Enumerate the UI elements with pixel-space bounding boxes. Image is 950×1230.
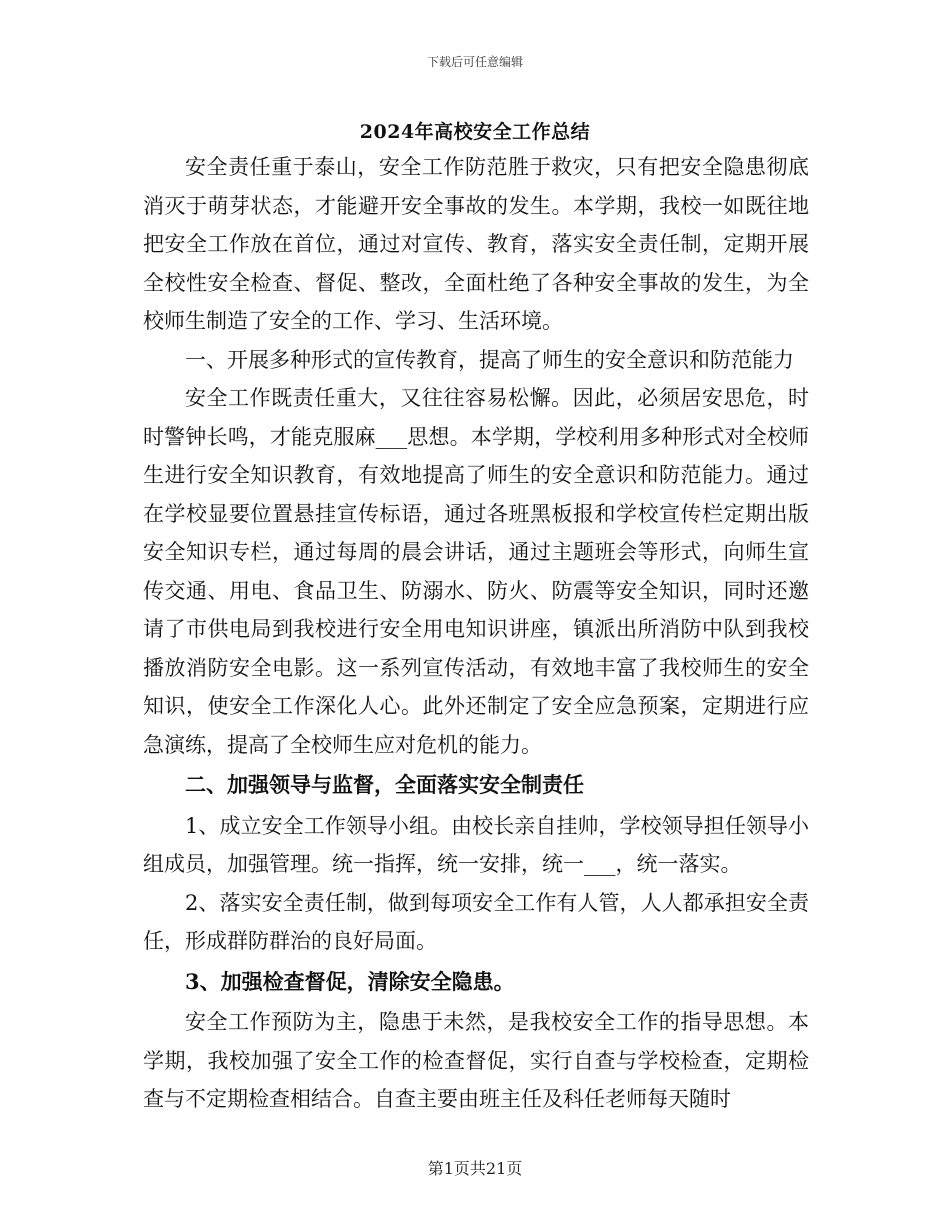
section-2-heading: 二、加强领导与监督，全面落实安全制责任: [185, 772, 584, 797]
page-header-note: 下载后可任意编辑: [426, 55, 523, 69]
document-body: [143, 148, 809, 1119]
paragraph-item-2: 2、落实安全责任制，做到每项安全工作有人管，人人都承担安全责任，形成群防群治的良好局面。: [143, 890, 809, 953]
paragraph-intro: 安全责任重于泰山，安全工作防范胜于救灾，只有把安全隐患彻底消灭于萌芽状态，才能避开安全事故的发生。本学期，我校一如既往地把安全工作放在首位，通过对宣传、教育，落实安全责任制，定期开展全校性安全检查、督促、整改，全面杜绝了各种安全事故的发生，为全校师生制造了安全的工作、学习、生活环境。: [143, 155, 809, 333]
paragraph-section-1-body: 安全工作既责任重大，又往往容易松懈。因此，必须居安思危，时时警钟长鸣，才能克服麻___思想。本学期，学校利用多种形式对全校师生进行安全知识教育，有效地提高了师生的安全意识和防范能力。通过在学校显要位置悬挂宣传标语，通过各班黑板报和学校宣传栏定期出版安全知识专栏，通过每周的晨会讲话，通过主题班会等形式，向师生宣传交通、用电、食品卫生、防溺水、防火、防震等安全知识，同时还邀请了市供电局到我校进行安全用电知识讲座，镇派出所消防中队到我校播放消防安全电影。这一系列宣传活动，有效地丰富了我校师生的安全知识，使安全工作深化人心。此外还制定了安全应急预案，定期进行应急演练，提高了全校师生应对危机的能力。: [143, 386, 809, 757]
paragraph-item-1: 1、成立安全工作领导小组。由校长亲自挂帅，学校领导担任领导小组成员，加强管理。统一指挥，统一安排，统一___，统一落实。: [143, 813, 809, 876]
paragraph-section-1-heading: 一、开展多种形式的宣传教育，提高了师生的安全意识和防范能力: [185, 347, 794, 372]
section-3-heading: 3、加强检查督促，清除安全隐患。: [185, 968, 515, 994]
document-title: 2024年高校安全工作总结: [359, 121, 591, 143]
page-number-label: 第1页共21页: [427, 1159, 523, 1178]
paragraph-section-3-body: 安全工作预防为主，隐患于未然，是我校安全工作的指导思想。本学期，我校加强了安全工作的检查督促，实行自查与学校检查，定期检查与不定期检查相结合。自查主要由班主任及科任老师每天随时: [143, 1010, 809, 1111]
